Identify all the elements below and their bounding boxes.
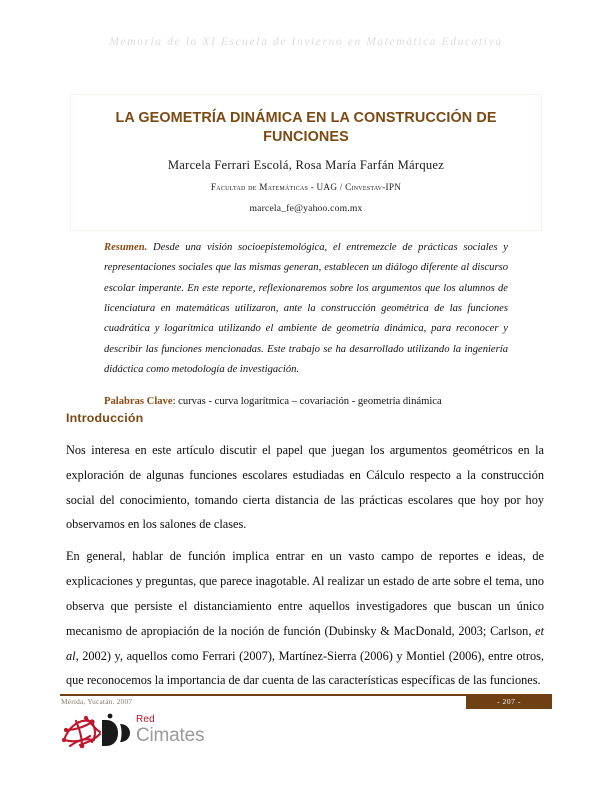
logo-word-red: Red xyxy=(136,714,155,725)
title-block xyxy=(70,94,542,231)
abstract-body: Desde una visión socioepistemológica, el entremezcle de prácticas sociales y representaciones sociales que las mismas generan, establecen un diálogo diferente al discurso escolar imperante. En este reporte, reflexionaremos sobre los argumentos que los alumnos de licenciatura en matemáticas utilizaron, ante la construcción geométrica de las funciones cuadrática y logarítmica utilizando el ambiente de geometría dinámica, para reconocer y describir las funciones mencionadas. Este trabajo se ha desarrollado utilizando la ingeniería didáctica como metodología de investigación. xyxy=(104,242,508,375)
page-title: LA GEOMETRÍA DINÁMICA EN LA CONSTRUCCIÓN DE FUNCIONES xyxy=(115,110,497,145)
red-cimates-logo xyxy=(62,712,212,758)
page-number-badge: - 207 - xyxy=(466,694,552,709)
author-list: Marcela Ferrari Escolá, Rosa María Farfán Márquez xyxy=(167,158,445,173)
logo-word-cimates: Cimates xyxy=(136,725,205,746)
contact-email: marcela_fe@yahoo.com.mx xyxy=(249,203,363,215)
keywords-label: Palabras Clave xyxy=(104,396,173,408)
body-text-block xyxy=(66,438,544,693)
logo-wordmark xyxy=(136,714,216,746)
affiliation-line: Facultad de Matemáticas - UAG / Cinvestav-IPN xyxy=(210,182,402,193)
keywords-line xyxy=(104,393,508,411)
abstract-block xyxy=(104,238,508,411)
body-paragraph-1: Nos interesa en este artículo discutir el papel que juegan los argumentos geométricos en la exploración de algunas funciones escolares estudiadas en Cálculo respecto a la construcción social del conocimiento, tomando cierta distancia de las prácticas escolares que hoy por hoy observamos en los salones de clases. xyxy=(66,443,544,532)
body-paragraph-2 xyxy=(66,544,544,693)
running-header: Memoria de la XI Escuela de Invierno en Matemática Educativa xyxy=(109,36,503,48)
section-heading-introduccion: Introducción xyxy=(66,411,144,425)
body-paragraph-2-part1: En general, hablar de función implica entrar en un vasto campo de reportes e ideas, de explicaciones y preguntas, que parece inagotable. Al realizar un estado de arte sobre el tema, uno observa que persiste el distanciamiento entre aquellos investigadores que buscan un único mecanismo de apropiación de la noción de función (Dubinsky & MacDonald, 2003; Carlson, xyxy=(66,549,544,638)
network-mesh-icon xyxy=(62,712,134,754)
abstract-paragraph xyxy=(104,238,508,380)
body-paragraph-2-part2: , 2002) y, aquellos como Ferrari (2007), Martínez-Sierra (2006) y Montiel (2006), entre otros, que reconocemos la importancia de dar cuenta de las características específicas de las funciones. xyxy=(66,648,544,688)
keywords-values: : curvas - curva logarítmica – covariación - geometría dinámica xyxy=(172,396,442,408)
abstract-label: Resumen. xyxy=(104,242,148,253)
footer-left-text: Mérida, Yucatán. 2007 xyxy=(61,697,133,706)
citation-et-al: et al xyxy=(66,623,544,663)
